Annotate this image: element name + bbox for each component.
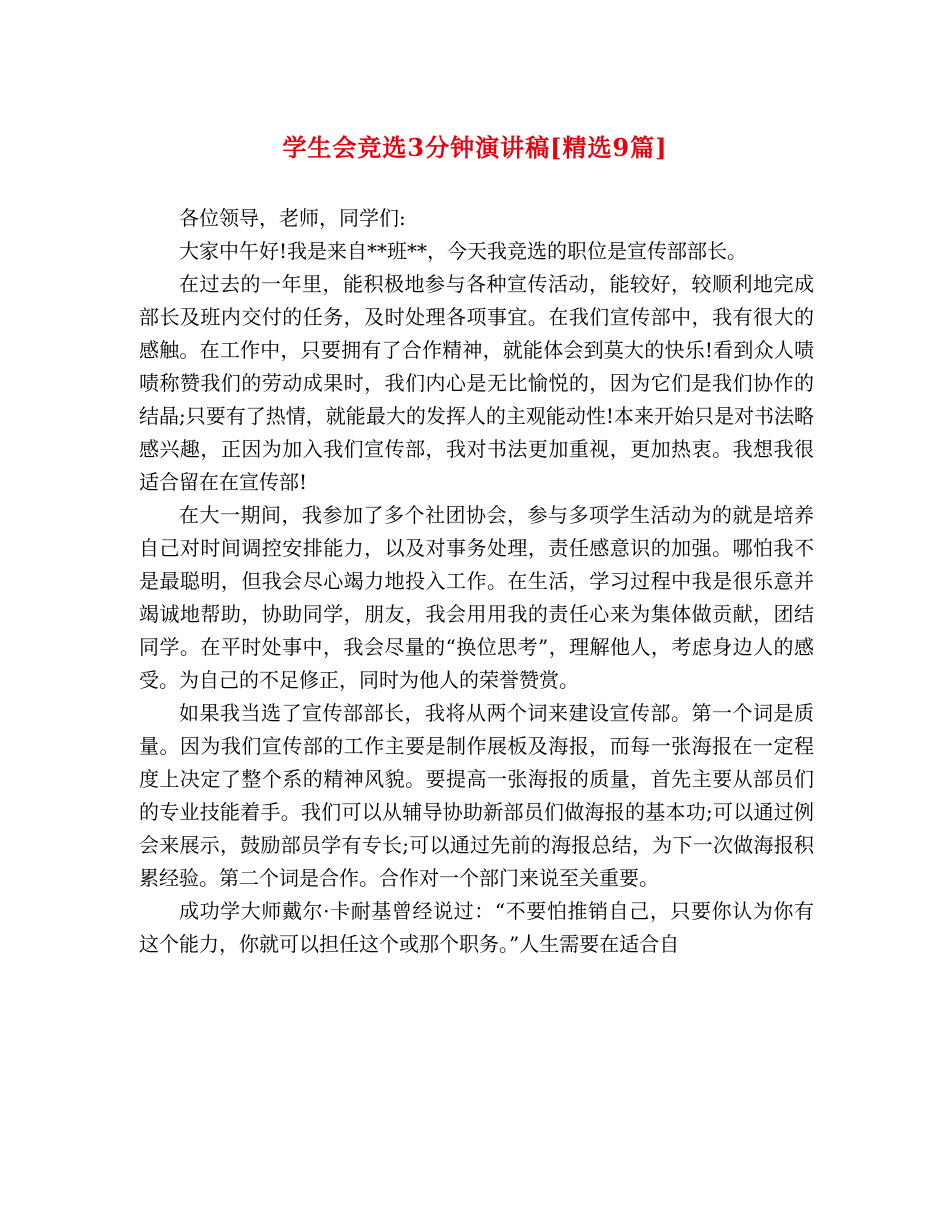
paragraph-greeting: 各位领导，老师，同学们: bbox=[179, 206, 406, 230]
paragraph-freshman-year: 在大一期间，我参加了多个社团协会，参与多项学生活动为的就是培养自己对时间调控安排能力，以及对事务处理，责任感意识的加强。哪怕我不是最聪明，但我会尽心竭力地投入工作。在生活，学习过程中我是很乐意并竭诚地帮助，协助同学，朋友，我会用用我的责任心来为集体做贡献，团结同学。在平时处事中，我会尽量的“换位思考”，理解他人，考虑身边人的感受。为自己的不足修正，同时为他人的荣誉赞赏。 bbox=[139, 503, 814, 692]
paragraph-plan: 如果我当选了宣传部部长，我将从两个词来建设宣传部。第一个词是质量。因为我们宣传部的工作主要是制作展板及海报，而每一张海报在一定程度上决定了整个系的精神风貌。要提高一张海报的质量，首先主要从部员们的专业技能着手。我们可以从辅导协助新部员们做海报的基本功;可以通过例会来展示，鼓励部员学有专长;可以通过先前的海报总结，为下一次做海报积累经验。第二个词是合作。合作对一个部门来说至关重要。 bbox=[139, 701, 814, 890]
document-body bbox=[139, 202, 814, 961]
paragraph-past-year: 在过去的一年里，能积极地参与各种宣传活动，能较好，较顺利地完成部长及班内交付的任务，及时处理各项事宜。在我们宣传部中，我有很大的感触。在工作中，只要拥有了合作精神，就能体会到莫大的快乐!看到众人啧啧称赞我们的劳动成果时，我们内心是无比愉悦的，因为它们是我们协作的结晶;只要有了热情，就能最大的发挥人的主观能动性!本来开始只是对书法略感兴趣，正因为加入我们宣传部，我对书法更加重视，更加热衷。我想我很适合留在在宣传部! bbox=[139, 272, 814, 494]
paragraph-quote: 成功学大师戴尔·卡耐基曾经说过：“不要怕推销自己，只要你认为你有这个能力，你就可以担任这个或那个职务。”人生需要在适合自 bbox=[139, 899, 814, 956]
document-title: 学生会竞选3分钟演讲稿[精选9篇] bbox=[282, 133, 668, 162]
paragraph-introduction: 大家中午好!我是来自**班**，今天我竞选的职位是宣传部部长。 bbox=[179, 239, 748, 263]
